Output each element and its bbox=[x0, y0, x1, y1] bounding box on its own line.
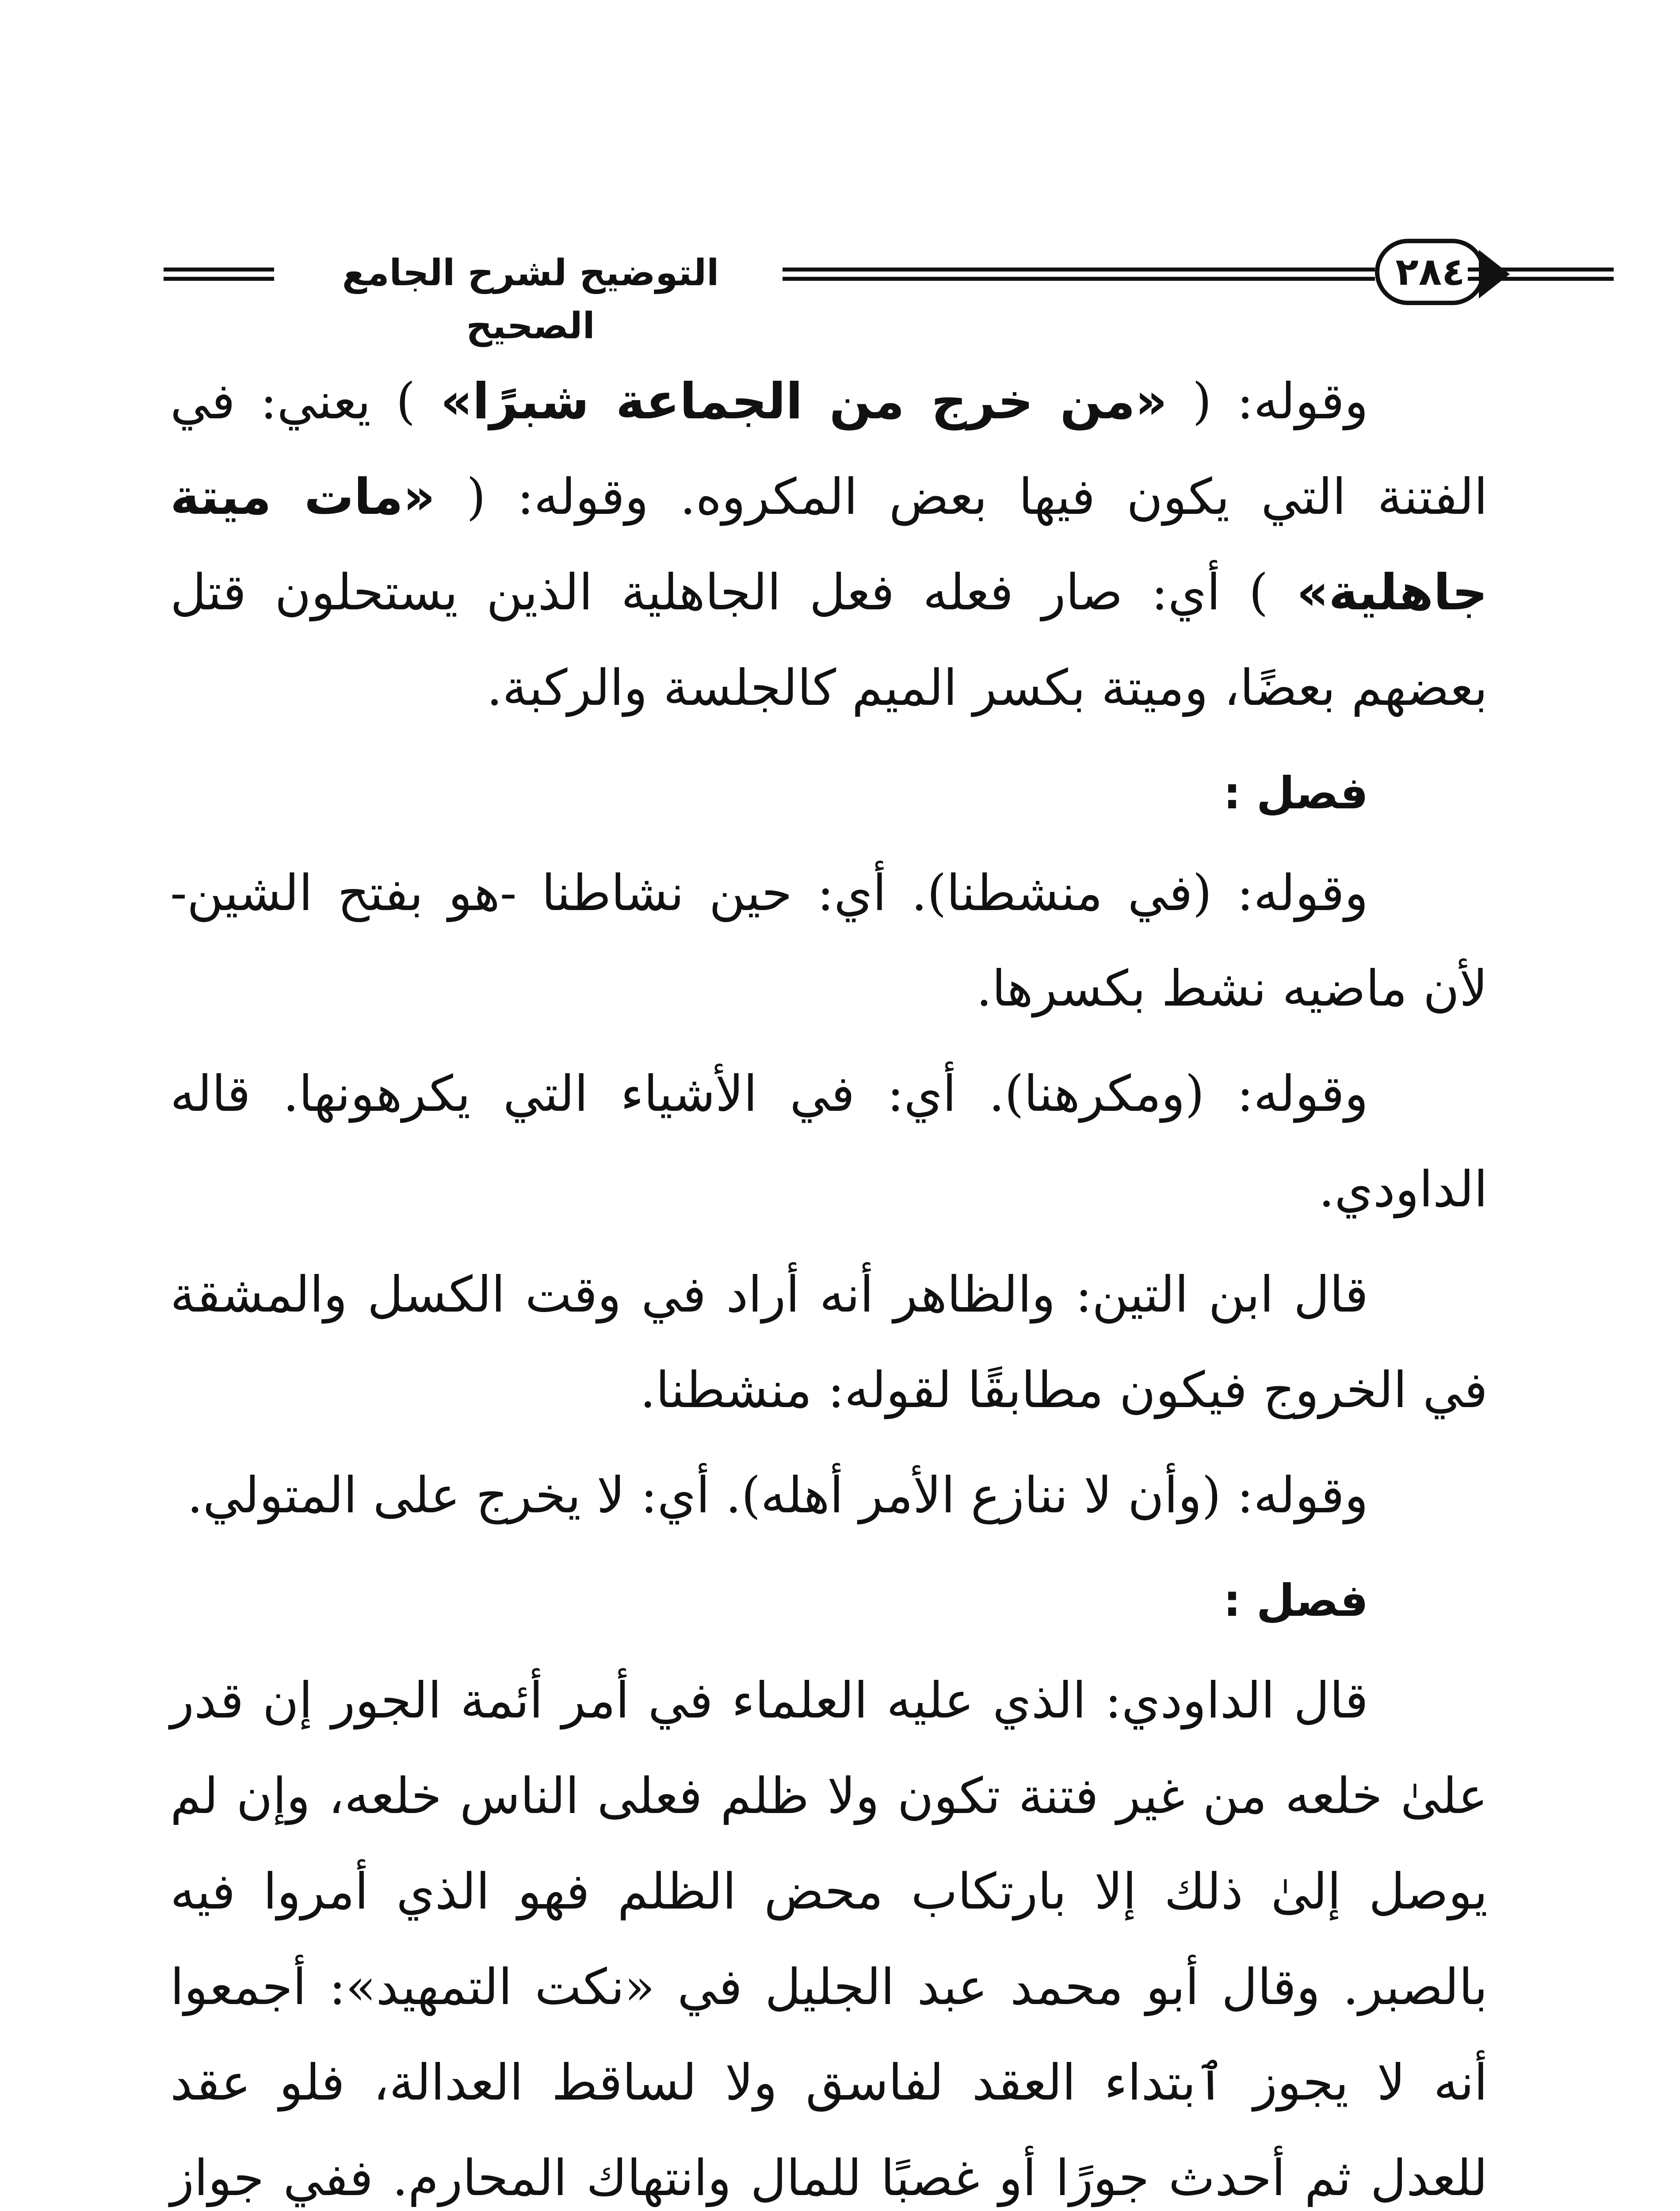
hadith-quote: «من خرج من الجماعة شبرًا» bbox=[440, 373, 1168, 430]
text-run: ) يعني: في الفتنة التي يكون فيها بعض المكروه. وقوله: ( bbox=[170, 373, 1488, 526]
running-header bbox=[164, 230, 1481, 347]
page-number: ٢٨٤ bbox=[1395, 250, 1465, 294]
main-text bbox=[170, 354, 1488, 2211]
section-heading: فصل : bbox=[1223, 1575, 1368, 1626]
paragraph: قال ابن التين: والظاهر أنه أراد في وقت الكسل والمشقة في الخروج فيكون مطابقًا لقوله: منشطنا. bbox=[170, 1266, 1488, 1419]
paragraph: وقوله: (في منشطنا). أي: حين نشاطنا -هو بفتح الشين- لأن ماضيه نشط بكسرها. bbox=[170, 865, 1488, 1018]
header-rule-left bbox=[164, 268, 274, 281]
running-title: التوضيح لشرح الجامع الصحيح bbox=[342, 252, 719, 347]
text-run: ) أي: صار فعله فعل الجاهلية الذين يستحلون قتل بعضهم بعضًا، وميتة بكسر الميم كالجلسة والركبة. bbox=[170, 564, 1488, 717]
paragraph: وقوله: (وأن لا ننازع الأمر أهله). أي: لا يخرج على المتولي. bbox=[187, 1467, 1368, 1524]
header-rule-middle bbox=[783, 268, 1375, 281]
paragraph bbox=[170, 354, 1488, 736]
hadith-quote: «مات ميتة جاهلية» bbox=[170, 468, 1488, 621]
text-run: وقوله: ( bbox=[1167, 373, 1369, 430]
header-rule-right bbox=[1468, 268, 1614, 281]
section-heading: فصل : bbox=[1223, 767, 1368, 819]
paragraph: قال الداودي: الذي عليه العلماء في أمر أئمة الجور إن قدر علىٰ خلعه من غير فتنة تكون ولا ظلم فعلى الناس خلعه، وإن لم يوصل إلىٰ ذلك إلا بارتكاب محض الظلم فهو الذي أمروا فيه بالصبر. وقال أبو محمد عبد الجليل في «نكت التمهيد»: أجمعوا أنه لا يجوز ٱبتداء العقد لفاسق ولا لساقط العدالة، فلو عقد للعدل ثم أحدث جورًا أو غصبًا للمال وانتهاك المحارم. ففي جواز bbox=[170, 1672, 1488, 2207]
paragraph: وقوله: (ومكرهنا). أي: في الأشياء التي يكرهونها. قاله الداودي. bbox=[170, 1065, 1488, 1218]
